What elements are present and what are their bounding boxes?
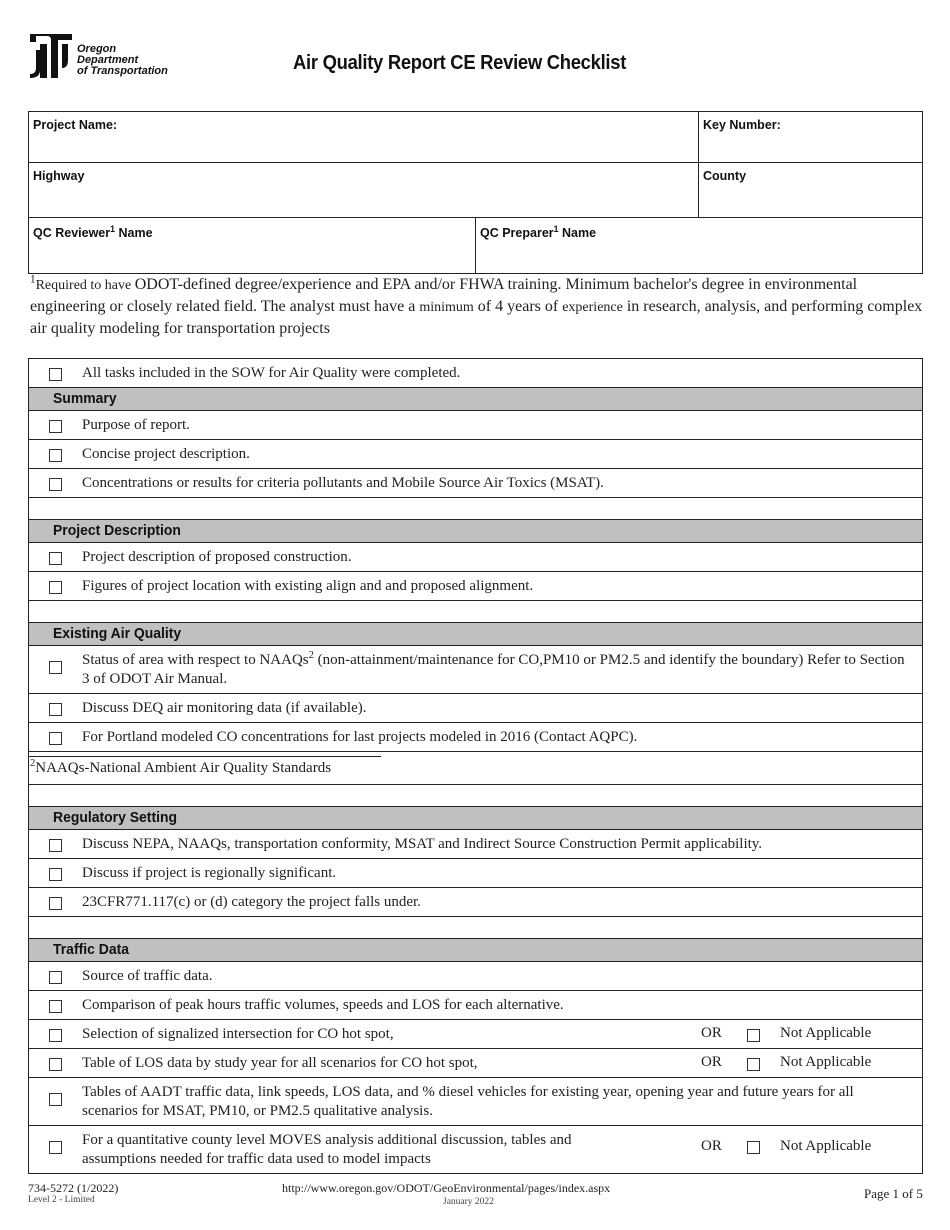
checkbox[interactable] (49, 552, 62, 565)
qualification-footnote: $^1$Required to have ODOT-defined degree/experience and EPA and/or FHWA training. Minimum bachelor's degree in environmental engineering or closely related field. The analyst must have a minimum of 4 years of experience in research, analysis, and performing complex air quality modeling for transportation projects (30, 273, 923, 337)
checklist-item: Discuss NEPA, NAAQs, transportation conformity, MSAT and Indirect Source Construction Permit applicability. (29, 830, 922, 859)
highway-label: Highway (33, 169, 85, 183)
checkbox[interactable] (49, 1058, 62, 1071)
not-applicable-label: Not Applicable (780, 1054, 872, 1070)
checklist-item: Discuss if project is regionally significant. (29, 859, 922, 888)
checklist-item: Comparison of peak hours traffic volumes, speeds and LOS for each alternative. (29, 991, 922, 1020)
review-checklist (28, 358, 923, 1174)
section-spacer (29, 785, 922, 807)
checklist-item: Selection of signalized intersection for CO hot spot, OR Not Applicable (29, 1020, 922, 1049)
naaqs-footnote: $^2$NAAQs-National Ambient Air Quality Standards (29, 752, 922, 785)
section-header-summary: Summary (29, 388, 922, 411)
not-applicable-checkbox[interactable] (747, 1058, 760, 1071)
project-info-table (28, 111, 923, 274)
checklist-item: Concentrations or results for criteria pollutants and Mobile Source Air Toxics (MSAT). (29, 469, 922, 498)
section-header-regulatory-setting: Regulatory Setting (29, 807, 922, 830)
checklist-item-sow: All tasks included in the SOW for Air Quality were completed. (29, 359, 922, 388)
checkbox[interactable] (49, 581, 62, 594)
checkbox[interactable] (49, 971, 62, 984)
checkbox[interactable] (49, 1141, 62, 1154)
or-label: OR (701, 1138, 722, 1154)
checkbox[interactable] (49, 1093, 62, 1106)
or-label: OR (701, 1025, 722, 1041)
key-number-field[interactable] (699, 112, 922, 162)
not-applicable-label: Not Applicable (780, 1138, 872, 1154)
checkbox[interactable] (49, 839, 62, 852)
checklist-item: For Portland modeled CO concentrations for last projects modeled in 2016 (Contact AQPC). (29, 723, 922, 752)
logo-line-1: Oregon (77, 43, 117, 55)
not-applicable-checkbox[interactable] (747, 1029, 760, 1042)
odot-logo-mark-icon (28, 30, 74, 80)
qc-preparer-field[interactable] (476, 218, 922, 273)
county-field[interactable] (699, 163, 922, 217)
checkbox[interactable] (49, 449, 62, 462)
checklist-item: Purpose of report. (29, 411, 922, 440)
checklist-item: Table of LOS data by study year for all scenarios for CO hot spot, OR Not Applicable (29, 1049, 922, 1078)
checklist-item: Discuss DEQ air monitoring data (if available). (29, 694, 922, 723)
checklist-item: Concise project description. (29, 440, 922, 469)
checkbox[interactable] (49, 420, 62, 433)
footer-url[interactable]: http://www.oregon.gov/ODOT/GeoEnvironmental/pages/index.aspx (282, 1181, 611, 1195)
checklist-item: Source of traffic data. (29, 962, 922, 991)
section-spacer (29, 498, 922, 520)
checklist-item: 23CFR771.117(c) or (d) category the project falls under. (29, 888, 922, 917)
highway-field[interactable] (29, 163, 698, 217)
checkbox[interactable] (49, 732, 62, 745)
section-spacer (29, 601, 922, 623)
page-number: Page 1 of 5 (864, 1186, 923, 1201)
not-applicable-checkbox[interactable] (747, 1141, 760, 1154)
page-title: Air Quality Report CE Review Checklist (293, 52, 627, 74)
checkbox[interactable] (49, 368, 62, 381)
checklist-item: Project description of proposed construction. (29, 543, 922, 572)
project-name-label: Project Name: (33, 118, 118, 132)
or-label: OR (701, 1054, 722, 1070)
qc-reviewer-label: QC Reviewer$^1$ Name (33, 223, 153, 240)
checkbox[interactable] (49, 897, 62, 910)
checkbox[interactable] (49, 703, 62, 716)
section-spacer (29, 917, 922, 939)
checklist-item: Status of area with respect to NAAQs$^2$ (non-attainment/maintenance for CO,PM10 or PM2.5 and identify the boundary) Refer to Section 3 of ODOT Air Manual. (29, 646, 922, 694)
project-name-field[interactable] (29, 112, 698, 162)
checkbox[interactable] (49, 1029, 62, 1042)
form-number: 734-5272 (1/2022) (28, 1181, 119, 1195)
footer-date: January 2022 (443, 1197, 494, 1207)
county-label: County (703, 169, 747, 183)
checkbox[interactable] (49, 661, 62, 674)
checklist-item: Figures of project location with existing align and and proposed alignment. (29, 572, 922, 601)
qc-preparer-label: QC Preparer$^1$ Name (480, 223, 597, 240)
checkbox[interactable] (49, 1000, 62, 1013)
logo-line-3: of Transportation (77, 65, 168, 77)
checklist-item: Tables of AADT traffic data, link speeds, LOS data, and % diesel vehicles for existing year, opening year and future years for all scenarios for MSAT, PM10, or PM2.5 qualitative analysis. (29, 1078, 922, 1126)
checkbox[interactable] (49, 478, 62, 491)
checkbox[interactable] (49, 868, 62, 881)
logo-line-2: Department (77, 54, 139, 66)
qc-reviewer-field[interactable] (29, 218, 475, 273)
section-header-traffic-data: Traffic Data (29, 939, 922, 962)
odot-logo-text (77, 44, 168, 77)
section-header-project-description: Project Description (29, 520, 922, 543)
key-number-label: Key Number: (703, 118, 781, 132)
checklist-item: For a quantitative county level MOVES analysis additional discussion, tables and assumptions needed for traffic data used to model impacts OR Not Applicable (29, 1126, 922, 1173)
odot-logo (28, 28, 198, 82)
section-header-existing-air-quality: Existing Air Quality (29, 623, 922, 646)
access-level: Level 2 - Limited (28, 1195, 95, 1205)
not-applicable-label: Not Applicable (780, 1025, 872, 1041)
